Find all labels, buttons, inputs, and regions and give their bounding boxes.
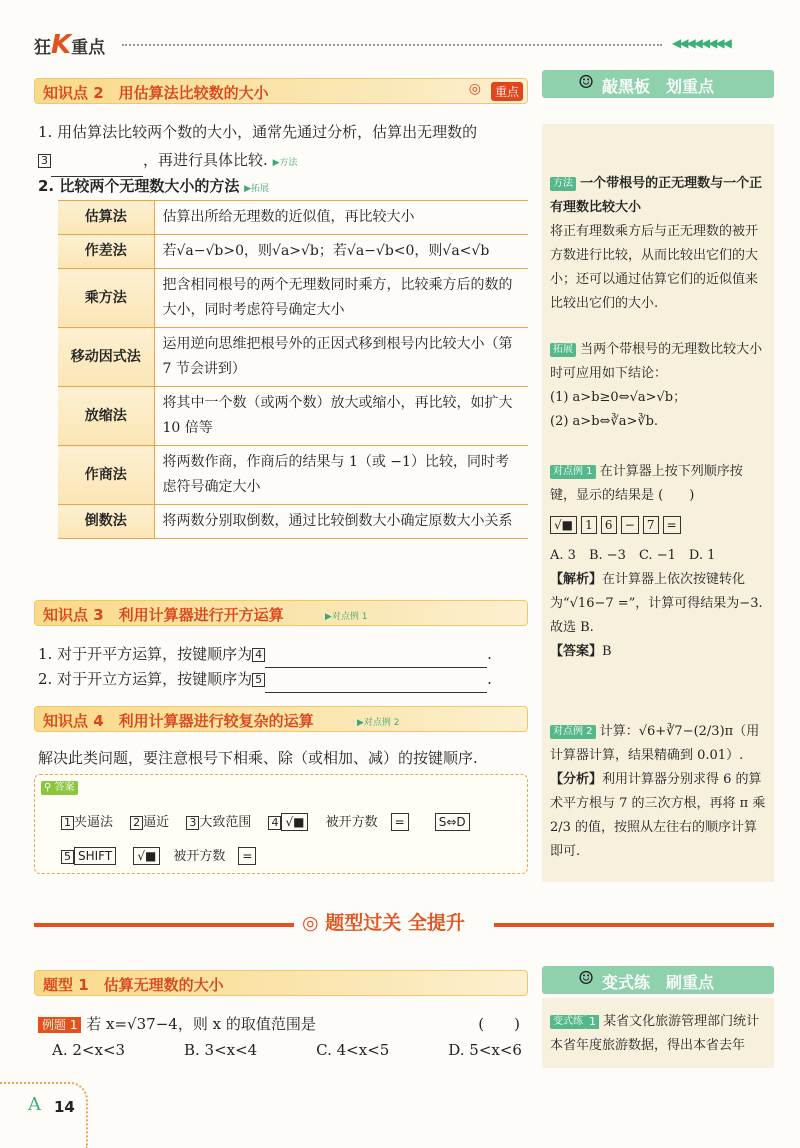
example-question-1: 例题 1 若 x=√37−4，则 x 的取值范围是 ( ) (38, 1010, 528, 1039)
kp2-header (34, 78, 528, 104)
method-name: 倒数法 (58, 505, 154, 539)
fill-blank-line[interactable] (265, 677, 487, 693)
kp2-item1: 1. 用估算法比较两个数的大小，通常先通过分析，估算出无理数的 3 ，再进行具体比较. ▶方法 (38, 118, 532, 177)
logo-a-icon: A (28, 1094, 41, 1115)
example-1: 对点例 1 在计算器上按下列顺序按键，显示的结果是 ( ) √■ 1 6 − 7 = A. 3 B. −3 C. −1 D. 1 【解析】在计算器上依次按键转化为“√16−7 =”，计算可得结果为−3. 故选 B. 【答案】B (550, 464, 763, 659)
example-2: 对点例 2 计算：√6+∛7−(2/3)π（用计算器计算，结果精确到 0.01）. 【分析】利用计算器分别求得 6 的算术平方根与 7 的三次方根，再将 π 乘 2/3 的值，按照从左往右的顺序计算即可. (550, 724, 766, 859)
method-name: 移动因式法 (58, 328, 154, 387)
side-panel-1 (542, 124, 774, 882)
header-arrows-icon: ◀◀◀◀◀◀◀◀ (672, 36, 730, 50)
header-dotted-line (122, 44, 662, 46)
target-icon: ◎ (468, 81, 481, 97)
method-row (58, 446, 528, 505)
example-options: A. 2<x<3 B. 3<x<4 C. 4<x<5 D. 5<x<6 (52, 1041, 522, 1059)
method-desc: 若√a−√b>0，则√a>√b；若√a−√b<0，则√a<√b (154, 235, 528, 269)
kp3-title: 知识点 3 利用计算器进行开方运算 (43, 606, 284, 624)
banner-title: ◎ 题型过关 全提升 (296, 908, 471, 935)
method-row (58, 201, 528, 235)
method-desc: 估算出所给无理数的近似值，再比较大小 (154, 201, 528, 235)
tx1-header (34, 970, 528, 996)
method-row (58, 505, 528, 539)
kp4-title: 知识点 4 利用计算器进行较复杂的运算 (43, 712, 314, 730)
side-header-2: ☺ 变式练 刷重点 (542, 966, 774, 994)
kp4-header: 知识点 4 利用计算器进行较复杂的运算 ▶对点例 2 (34, 706, 528, 732)
expand-note: 拓展 当两个带根号的无理数比较大小时可应用如下结论： (1) a>b≥0⇔√a>√b； (2) a>b⇔∛a>∛b. (550, 342, 763, 429)
method-row (58, 387, 528, 446)
methods-table (58, 200, 528, 539)
focus-badge: 重点 (491, 82, 523, 101)
method-row (58, 269, 528, 328)
example-label: 例题 1 (38, 1017, 81, 1033)
side-panel-2: 变式练 1 某省文化旅游管理部门统计本省年度旅游数据，得出本省去年 (542, 998, 774, 1068)
method-name: 放缩法 (58, 387, 154, 446)
method-row (58, 235, 528, 269)
key-icon: ⚲ 答案 (41, 781, 78, 795)
kp3-item2: 2. 对于开立方运算，按键顺序为 5 . (38, 665, 492, 693)
method-name: 作差法 (58, 235, 154, 269)
tx1-title: 题型 1 估算无理数的大小 (43, 976, 224, 994)
teacher-icon: ☺ (578, 72, 595, 93)
method-note: 方法 一个带根号的正无理数与一个正有理数比较大小 将正有理数乘方后与正无理数的被开方数进行比较，从而比较出它们的大小；还可以通过估算它们的近似值来比较出它们的大小. (550, 176, 763, 311)
method-desc: 运用逆向思维把根号外的正因式移到根号内比较大小（第 7 节会讲到） (154, 328, 528, 387)
method-desc: 将两数作商，作商后的结果与 1（或 −1）比较，同时考虑符号确定大小 (154, 446, 528, 505)
kp3-header: 知识点 3 利用计算器进行开方运算 ▶对点例 1 (34, 600, 528, 626)
kp4-text: 解决此类问题，要注意根号下相乘、除（或相加、减）的按键顺序. (38, 749, 478, 767)
answers-box (34, 774, 528, 874)
swirl-icon: ◎ (302, 912, 319, 934)
method-name: 作商法 (58, 446, 154, 505)
method-name: 估算法 (58, 201, 154, 235)
kp2-item2: 2. 比较两个无理数大小的方法 ▶拓展 (38, 177, 270, 195)
method-name: 乘方法 (58, 269, 154, 328)
teacher-icon: ☺ (578, 968, 595, 989)
kp2-title: 知识点 2 用估算法比较数的大小 (43, 84, 269, 102)
method-desc: 将其中一个数（或两个数）放大或缩小，再比较，如扩大 10 倍等 (154, 387, 528, 446)
page-number: 14 (54, 1098, 75, 1116)
side-header-1: ☺ 敲黑板 划重点 (542, 70, 774, 98)
brand-logo: 狂K重点 (34, 30, 106, 60)
method-desc: 把含相同根号的两个无理数同时乘方，比较乘方后的数的大小，同时考虑符号确定大小 (154, 269, 528, 328)
answers-row1: 1 夹逼法 2 逼近 3 大致范围 4 √■ 被开方数 = S⇔D (61, 811, 470, 831)
method-row (58, 328, 528, 387)
method-desc: 将两数分别取倒数，通过比较倒数大小确定原数大小关系 (154, 505, 528, 539)
method-tag: ▶方法 (272, 158, 298, 168)
answers-row2: 5 SHIFT √■ 被开方数 = (61, 845, 256, 865)
kp3-item1: 1. 对于开平方运算，按键顺序为 4 . (38, 640, 492, 668)
blank-number: 3 (38, 154, 51, 168)
expand-tag: ▶拓展 (244, 184, 270, 194)
